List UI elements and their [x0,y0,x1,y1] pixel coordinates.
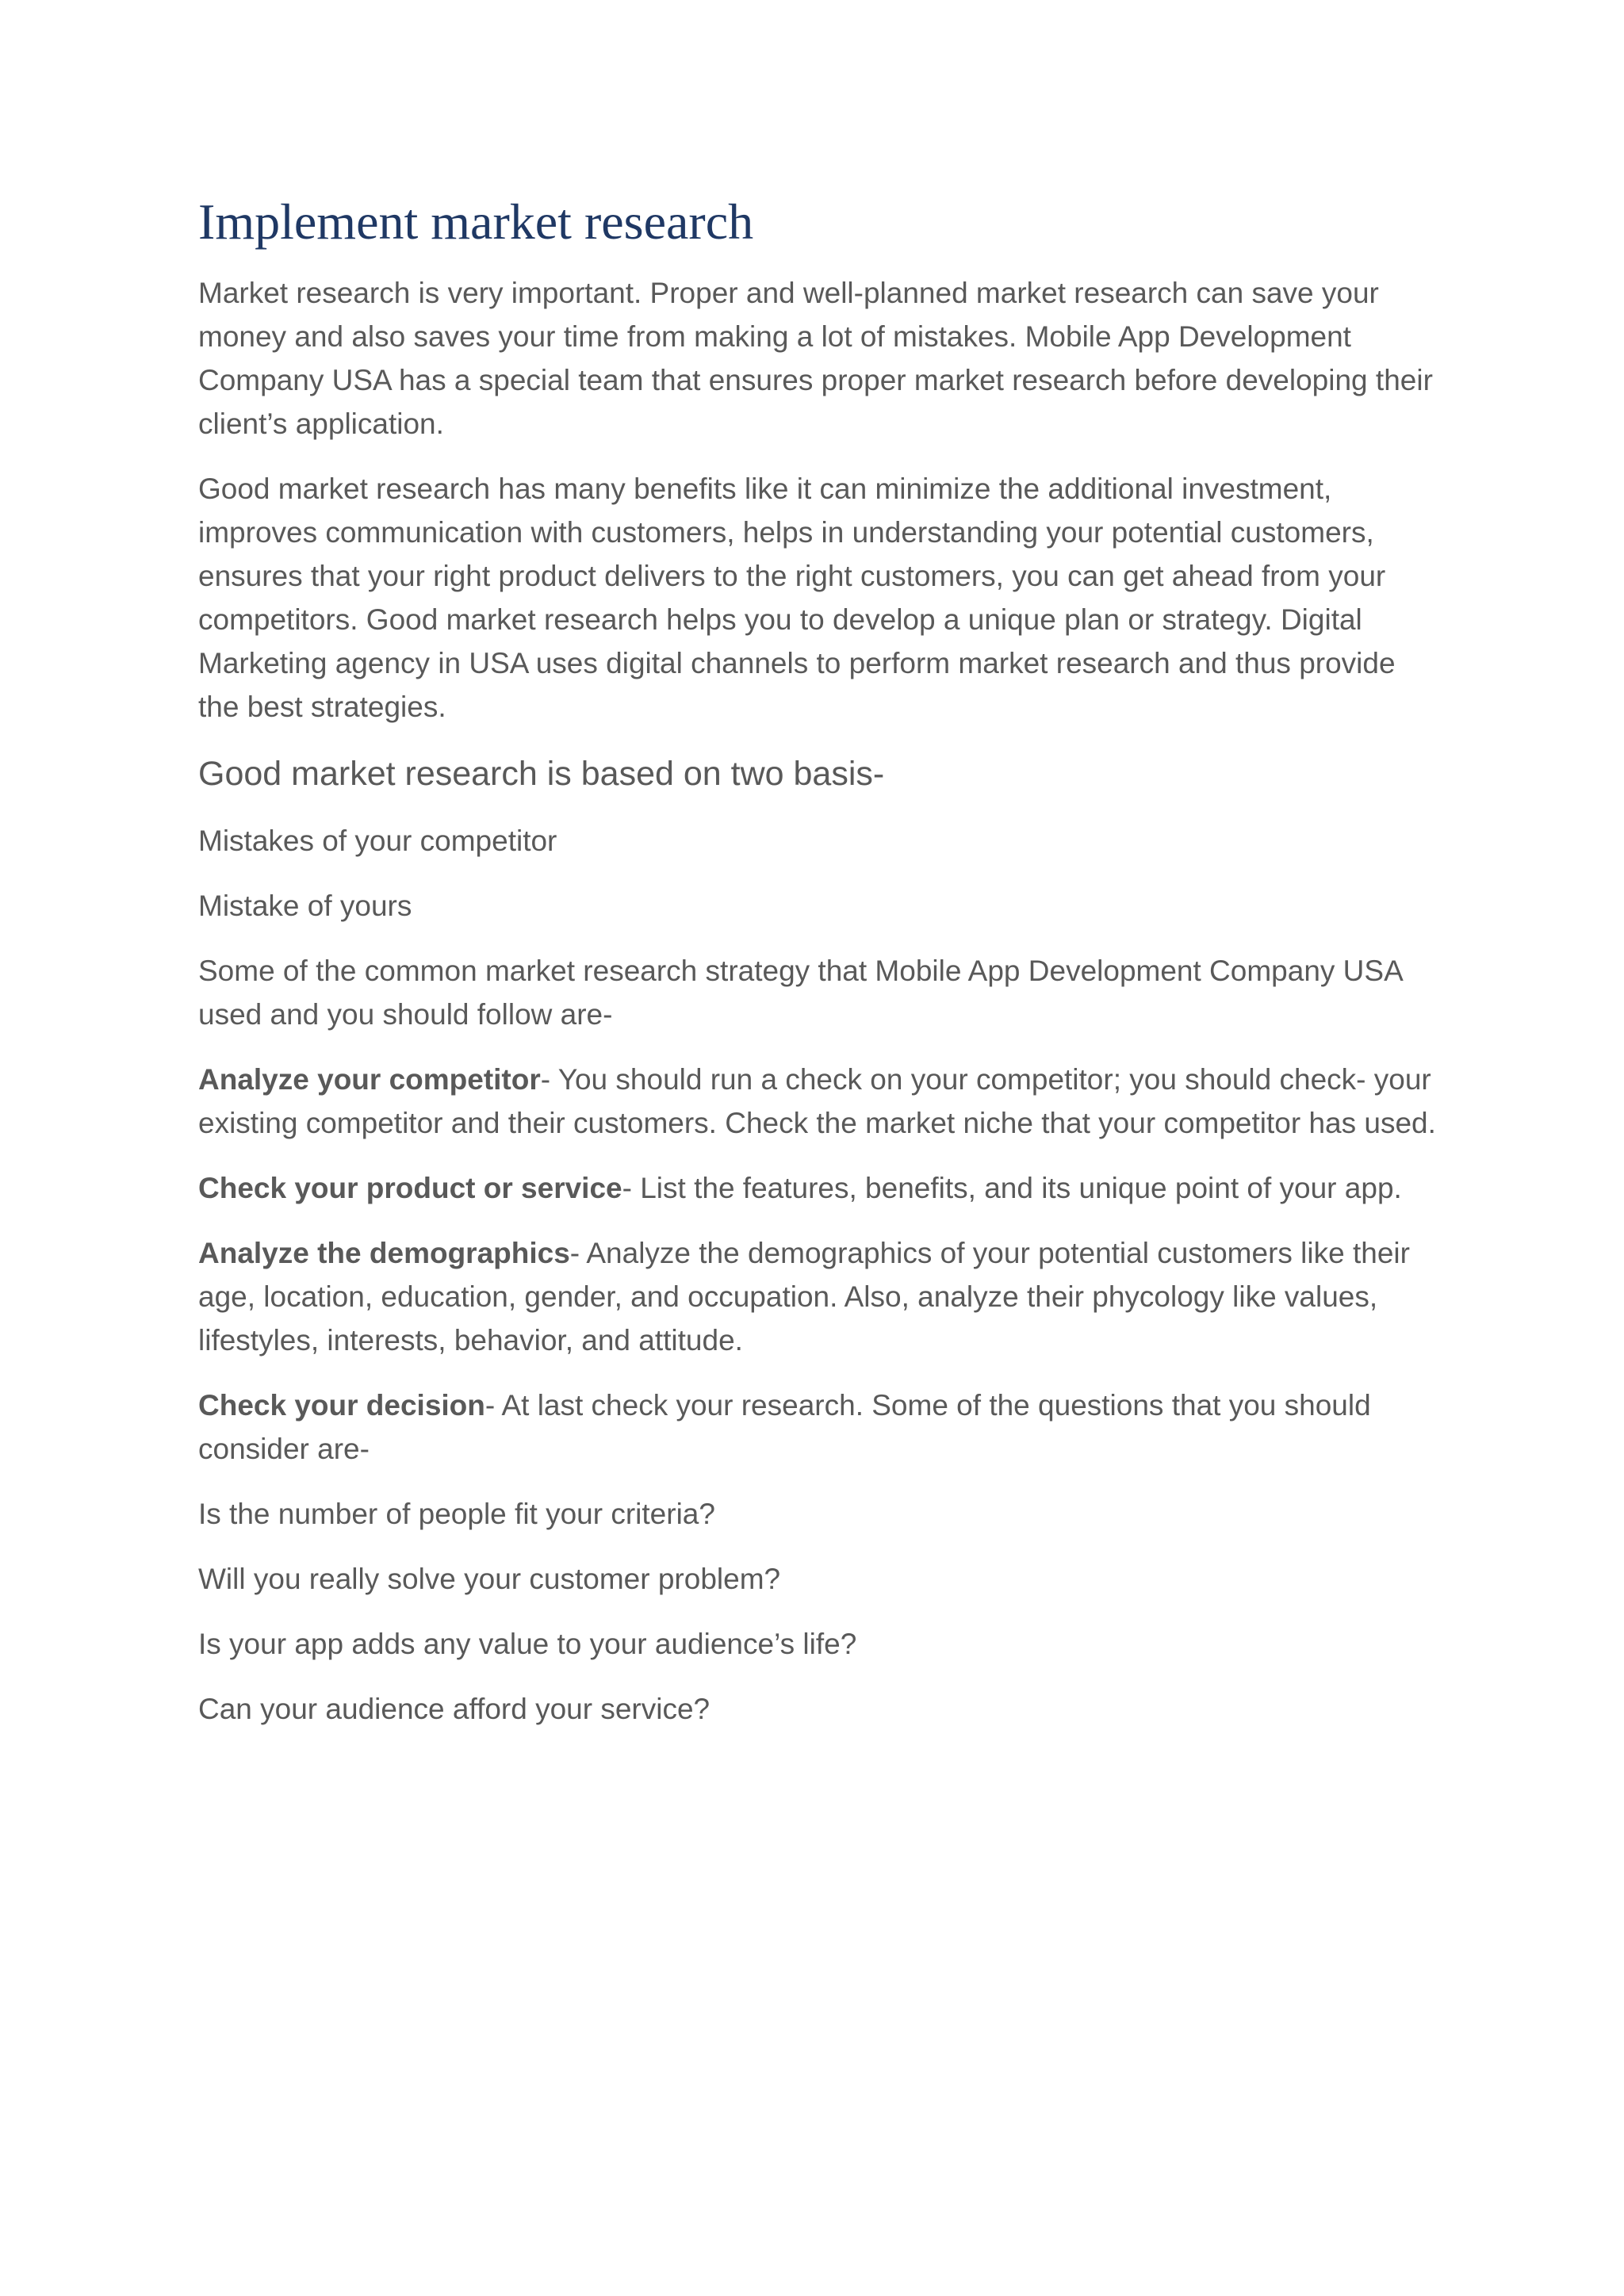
strategy-text: - You should run a check on your competitor; you should check- your existing competitor and their customers. Check the market niche that your competitor has used. [198,1063,1436,1139]
strategy-term: Analyze the demographics [198,1237,570,1269]
strategy-term: Check your decision [198,1389,485,1422]
strategy-text: - Analyze the demographics of your potential customers like their age, location, education, gender, and occupation. Also, analyze their phycology like values, lifestyles, interests, behavior, and attitude. [198,1237,1410,1357]
section-subheading: Good market research is based on two basis- [198,755,885,793]
intro-paragraph: Market research is very important. Proper and well-planned market research can save your money and also saves your time from making a lot of mistakes. Mobile App Development Company USA has a special team that ensures proper market research before developing their client’s application. [198,277,1433,440]
strategy-text: - At last check your research. Some of the questions that you should consider are- [198,1389,1371,1465]
benefits-paragraph: Good market research has many benefits like it can minimize the additional investment, improves communication with customers, helps in understanding your potential customers, ensures that your right product delivers to the right customers, you can get ahead from your competitors. Good market research helps you to develop a unique plan or strategy. Digital Marketing agency in USA uses digital channels to perform market research and thus provide the best strategies. [198,473,1396,723]
question-item: Will you really solve your customer problem? [198,1563,781,1595]
page-title: Implement market research [198,193,754,250]
basis-item: Mistake of yours [198,890,412,922]
question-item: Is the number of people fit your criteria? [198,1498,715,1530]
strategy-intro-paragraph: Some of the common market research strategy that Mobile App Development Company USA used and you should follow are- [198,955,1402,1031]
basis-item: Mistakes of your competitor [198,825,557,857]
strategy-item-decision [198,1383,1443,1471]
strategy-text: - List the features, benefits, and its unique point of your app. [622,1172,1402,1204]
strategy-term: Check your product or service [198,1172,622,1204]
strategy-term: Analyze your competitor [198,1063,541,1096]
document-page [198,190,1443,1752]
strategy-item-product [198,1166,1443,1210]
question-item: Can your audience afford your service? [198,1693,710,1725]
strategy-item-demographics [198,1231,1443,1362]
strategy-item-competitor [198,1058,1443,1145]
question-item: Is your app adds any value to your audience’s life? [198,1628,857,1660]
